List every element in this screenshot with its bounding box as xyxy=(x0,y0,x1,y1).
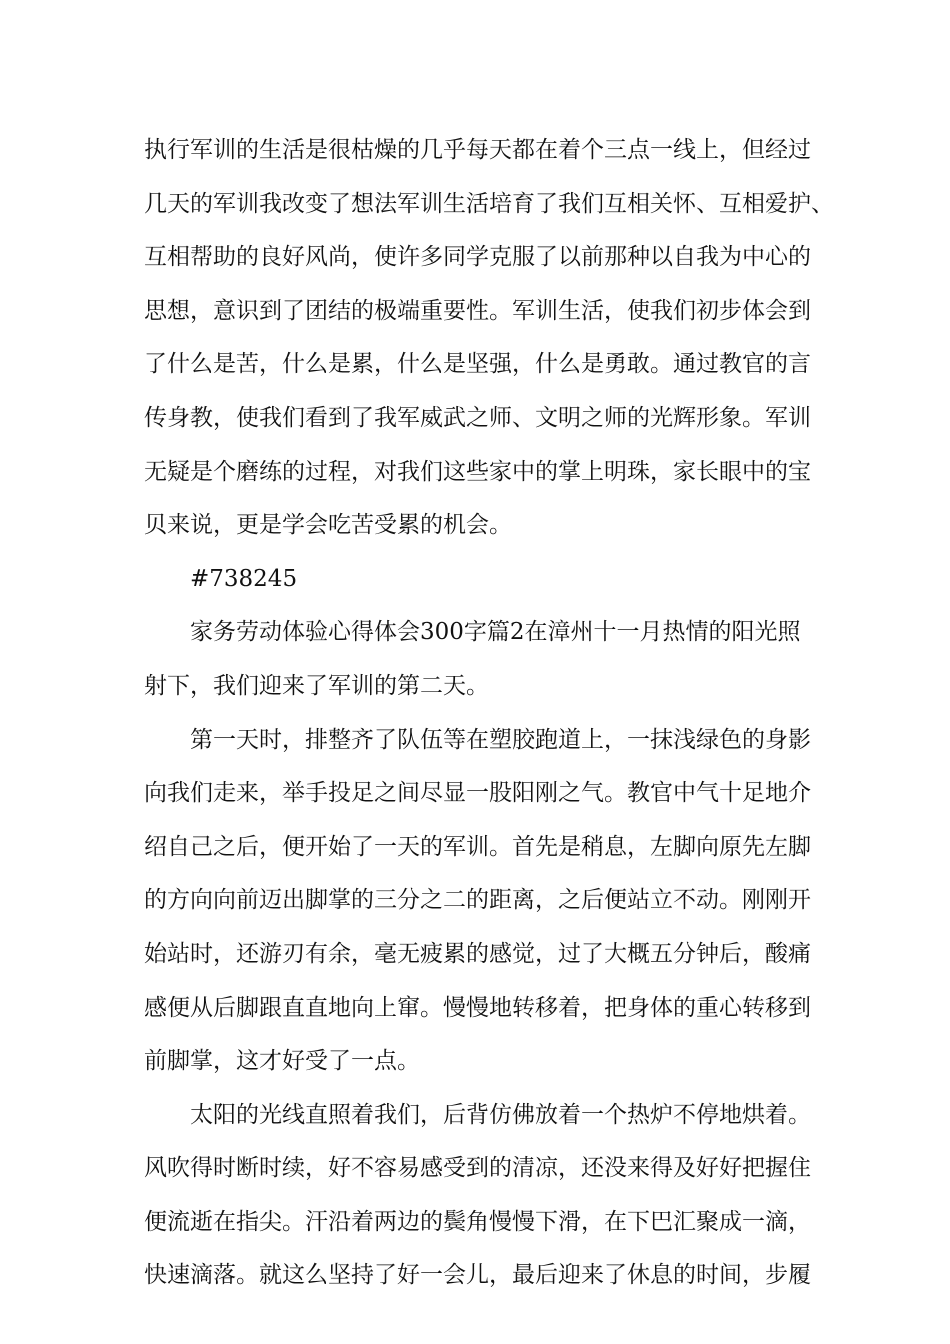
text-line: 执行军训的生活是很枯燥的几乎每天都在着个三点一线上，但经过 xyxy=(144,137,811,163)
text-line: 家务劳动体验心得体会300字篇2在漳州十一月热情的阳光照 xyxy=(190,619,801,646)
text-line: 贝来说，更是学会吃苦受累的机会。 xyxy=(144,512,512,539)
text-line: 射下，我们迎来了军训的第二天。 xyxy=(144,672,489,699)
text-line: 风吹得时断时续，好不容易感受到的清凉，还没来得及好好把握住 xyxy=(144,1155,811,1182)
text-line: 第一天时，排整齐了队伍等在塑胶跑道上，一抹浅绿色的身影 xyxy=(190,726,811,753)
text-line: 几天的军训我改变了想法军训生活培育了我们互相关怀、互相爱护、 xyxy=(144,190,834,217)
paragraph-2-id xyxy=(144,553,834,607)
text-line: 传身教，使我们看到了我军威武之师、文明之师的光辉形象。军训 xyxy=(144,404,811,431)
paragraph-3 xyxy=(144,606,834,713)
text-line: 前脚掌，这才好受了一点。 xyxy=(144,1048,420,1075)
text-line: 太阳的光线直照着我们，后背仿佛放着一个热炉不停地烘着。 xyxy=(190,1101,811,1128)
paragraph-5 xyxy=(144,1089,834,1303)
text-line: 绍自己之后，便开始了一天的军训。首先是稍息，左脚向原先左脚 xyxy=(144,833,811,860)
text-line: 思想，意识到了团结的极端重要性。军训生活，使我们初步体会到 xyxy=(144,297,811,324)
text-line: 快速滴落。就这么坚持了好一会儿，最后迎来了休息的时间，步履 xyxy=(144,1262,811,1289)
paragraph-4 xyxy=(144,714,834,1089)
text-line: 互相帮助的良好风尚，使许多同学克服了以前那种以自我为中心的 xyxy=(144,244,811,271)
document-id-line: #738245 xyxy=(190,565,298,592)
text-line: 便流逝在指尖。汗沿着两边的鬓角慢慢下滑，在下巴汇聚成一滴， xyxy=(144,1208,811,1235)
text-line: 始站时，还游刃有余，毫无疲累的感觉，过了大概五分钟后，酸痛 xyxy=(144,940,811,967)
text-line: 了什么是苦，什么是累，什么是坚强，什么是勇敢。通过教官的言 xyxy=(144,351,811,378)
paragraph-1 xyxy=(144,124,834,553)
text-line: 感便从后脚跟直直地向上窜。慢慢地转移着，把身体的重心转移到 xyxy=(144,994,811,1021)
text-line: 无疑是个磨练的过程，对我们这些家中的掌上明珠，家长眼中的宝 xyxy=(144,458,811,485)
text-line: 的方向向前迈出脚掌的三分之二的距离，之后便站立不动。刚刚开 xyxy=(144,887,811,914)
text-line: 向我们走来，举手投足之间尽显一股阳刚之气。教官中气十足地介 xyxy=(144,780,811,807)
document-body xyxy=(144,124,834,1303)
